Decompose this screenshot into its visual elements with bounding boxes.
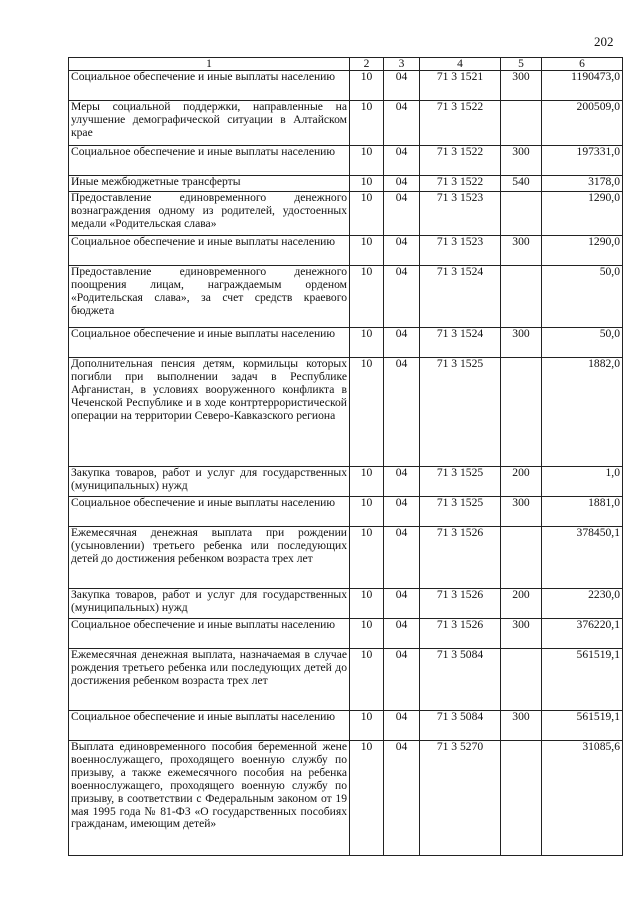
table-row xyxy=(69,649,623,711)
row-name-cell: Меры социальной поддержки, направленные на улучшение демографической ситуации в Алтайском крае xyxy=(69,101,350,146)
row-name-cell: Ежемесячная денежная выплата, назначаемая в случае рождения третьего ребенка или последующих детей до достижения ребенком возраста трех лет xyxy=(69,649,350,711)
row-section-cell: 10 xyxy=(350,266,384,328)
row-target-code-cell: 71 3 1525 xyxy=(420,358,501,467)
row-name-cell: Выплата единовременного пособия беременной жене военнослужащего, проходящего военную службу по призыву, а также ежемесячного пособия на ребенка военнослужащего, проходящего военную службу по призыву, в соответствии с Федеральным законом от 19 мая 1995 года № 81-ФЗ «О государственных пособиях гражданам, имеющим детей» xyxy=(69,741,350,856)
row-section-cell: 10 xyxy=(350,619,384,649)
table-row xyxy=(69,358,623,467)
row-name-cell: Социальное обеспечение и иные выплаты населению xyxy=(69,146,350,176)
row-subsection-cell: 04 xyxy=(384,71,420,101)
row-section-cell: 10 xyxy=(350,741,384,856)
row-amount-cell: 1290,0 xyxy=(542,236,623,266)
table-row xyxy=(69,71,623,101)
table-row xyxy=(69,236,623,266)
row-target-code-cell: 71 3 1526 xyxy=(420,589,501,619)
row-subsection-cell: 04 xyxy=(384,711,420,741)
row-target-code-cell: 71 3 1524 xyxy=(420,328,501,358)
row-section-cell: 10 xyxy=(350,101,384,146)
row-section-cell: 10 xyxy=(350,711,384,741)
row-target-code-cell: 71 3 1526 xyxy=(420,527,501,589)
row-section-cell: 10 xyxy=(350,467,384,497)
row-subsection-cell: 04 xyxy=(384,619,420,649)
row-subsection-cell: 04 xyxy=(384,649,420,711)
row-name-cell: Предоставление единовременного денежного вознаграждения одному из родителей, удостоенных медали «Родительская слава» xyxy=(69,192,350,236)
row-subsection-cell: 04 xyxy=(384,236,420,266)
row-name-cell: Предоставление единовременного денежного поощрения лицам, награждаемым орденом «Родительская слава», за счет средств краевого бюджета xyxy=(69,266,350,328)
row-target-code-cell: 71 3 1522 xyxy=(420,101,501,146)
row-subsection-cell: 04 xyxy=(384,192,420,236)
row-target-code-cell: 71 3 5270 xyxy=(420,741,501,856)
header-row xyxy=(69,58,623,71)
table-row xyxy=(69,266,623,328)
row-subsection-cell: 04 xyxy=(384,358,420,467)
row-name-cell: Закупка товаров, работ и услуг для государственных (муниципальных) нужд xyxy=(69,467,350,497)
row-target-code-cell: 71 3 1522 xyxy=(420,146,501,176)
row-target-code-cell: 71 3 1521 xyxy=(420,71,501,101)
column-header: 3 xyxy=(384,58,420,71)
row-name-cell: Ежемесячная денежная выплата при рождении (усыновлении) третьего ребенка или последующих детей до достижения ребенком возраста трех лет xyxy=(69,527,350,589)
row-name-cell: Социальное обеспечение и иные выплаты населению xyxy=(69,328,350,358)
row-subsection-cell: 04 xyxy=(384,467,420,497)
column-header: 1 xyxy=(69,58,350,71)
table-row xyxy=(69,192,623,236)
row-target-code-cell: 71 3 1525 xyxy=(420,497,501,527)
row-amount-cell: 2230,0 xyxy=(542,589,623,619)
row-name-cell: Социальное обеспечение и иные выплаты населению xyxy=(69,71,350,101)
row-expense-type-cell: 200 xyxy=(501,467,542,497)
column-header: 2 xyxy=(350,58,384,71)
row-subsection-cell: 04 xyxy=(384,527,420,589)
row-section-cell: 10 xyxy=(350,236,384,266)
row-expense-type-cell xyxy=(501,527,542,589)
row-section-cell: 10 xyxy=(350,146,384,176)
row-amount-cell: 1881,0 xyxy=(542,497,623,527)
table-row xyxy=(69,497,623,527)
row-amount-cell: 197331,0 xyxy=(542,146,623,176)
page-number: 202 xyxy=(594,34,614,49)
table-row xyxy=(69,589,623,619)
row-section-cell: 10 xyxy=(350,192,384,236)
table-body xyxy=(69,71,623,856)
row-subsection-cell: 04 xyxy=(384,101,420,146)
row-expense-type-cell: 200 xyxy=(501,589,542,619)
row-expense-type-cell xyxy=(501,101,542,146)
table-row xyxy=(69,176,623,192)
row-name-cell: Дополнительная пенсия детям, кормильцы которых погибли при выполнении задач в Республике Афганистан, в условиях вооруженного конфликта в Чеченской Республике и в ходе контртеррористической операции на территории Северо-Кавказского региона xyxy=(69,358,350,467)
row-expense-type-cell: 300 xyxy=(501,711,542,741)
row-subsection-cell: 04 xyxy=(384,146,420,176)
row-name-cell: Социальное обеспечение и иные выплаты населению xyxy=(69,236,350,266)
row-amount-cell: 561519,1 xyxy=(542,711,623,741)
row-target-code-cell: 71 3 1524 xyxy=(420,266,501,328)
column-header: 6 xyxy=(542,58,623,71)
table-row xyxy=(69,101,623,146)
row-name-cell: Социальное обеспечение и иные выплаты населению xyxy=(69,711,350,741)
row-subsection-cell: 04 xyxy=(384,497,420,527)
row-amount-cell: 561519,1 xyxy=(542,649,623,711)
table-row xyxy=(69,741,623,856)
budget-table xyxy=(68,57,623,856)
row-name-cell: Социальное обеспечение и иные выплаты населению xyxy=(69,619,350,649)
table-row xyxy=(69,467,623,497)
table-row xyxy=(69,711,623,741)
table-row xyxy=(69,619,623,649)
row-target-code-cell: 71 3 1522 xyxy=(420,176,501,192)
row-amount-cell: 1290,0 xyxy=(542,192,623,236)
row-amount-cell: 50,0 xyxy=(542,266,623,328)
row-subsection-cell: 04 xyxy=(384,266,420,328)
row-target-code-cell: 71 3 1525 xyxy=(420,467,501,497)
row-subsection-cell: 04 xyxy=(384,741,420,856)
row-subsection-cell: 04 xyxy=(384,176,420,192)
row-section-cell: 10 xyxy=(350,497,384,527)
row-target-code-cell: 71 3 5084 xyxy=(420,711,501,741)
column-header: 5 xyxy=(501,58,542,71)
row-expense-type-cell: 300 xyxy=(501,71,542,101)
row-section-cell: 10 xyxy=(350,527,384,589)
row-expense-type-cell: 300 xyxy=(501,497,542,527)
row-name-cell: Иные межбюджетные трансферты xyxy=(69,176,350,192)
row-expense-type-cell: 540 xyxy=(501,176,542,192)
row-target-code-cell: 71 3 1523 xyxy=(420,192,501,236)
row-expense-type-cell xyxy=(501,266,542,328)
row-target-code-cell: 71 3 5084 xyxy=(420,649,501,711)
row-amount-cell: 3178,0 xyxy=(542,176,623,192)
table-row xyxy=(69,146,623,176)
row-section-cell: 10 xyxy=(350,358,384,467)
row-section-cell: 10 xyxy=(350,649,384,711)
row-amount-cell: 31085,6 xyxy=(542,741,623,856)
table-row xyxy=(69,328,623,358)
row-expense-type-cell xyxy=(501,358,542,467)
row-amount-cell: 1190473,0 xyxy=(542,71,623,101)
row-amount-cell: 50,0 xyxy=(542,328,623,358)
row-expense-type-cell xyxy=(501,741,542,856)
row-expense-type-cell xyxy=(501,192,542,236)
row-section-cell: 10 xyxy=(350,328,384,358)
column-header: 4 xyxy=(420,58,501,71)
table-row xyxy=(69,527,623,589)
row-section-cell: 10 xyxy=(350,176,384,192)
row-expense-type-cell xyxy=(501,649,542,711)
row-name-cell: Закупка товаров, работ и услуг для государственных (муниципальных) нужд xyxy=(69,589,350,619)
row-amount-cell: 378450,1 xyxy=(542,527,623,589)
row-subsection-cell: 04 xyxy=(384,589,420,619)
row-subsection-cell: 04 xyxy=(384,328,420,358)
row-expense-type-cell: 300 xyxy=(501,236,542,266)
row-section-cell: 10 xyxy=(350,589,384,619)
row-target-code-cell: 71 3 1523 xyxy=(420,236,501,266)
row-expense-type-cell: 300 xyxy=(501,328,542,358)
row-amount-cell: 1882,0 xyxy=(542,358,623,467)
row-amount-cell: 1,0 xyxy=(542,467,623,497)
row-section-cell: 10 xyxy=(350,71,384,101)
row-amount-cell: 376220,1 xyxy=(542,619,623,649)
row-expense-type-cell: 300 xyxy=(501,146,542,176)
row-target-code-cell: 71 3 1526 xyxy=(420,619,501,649)
row-amount-cell: 200509,0 xyxy=(542,101,623,146)
row-name-cell: Социальное обеспечение и иные выплаты населению xyxy=(69,497,350,527)
row-expense-type-cell: 300 xyxy=(501,619,542,649)
